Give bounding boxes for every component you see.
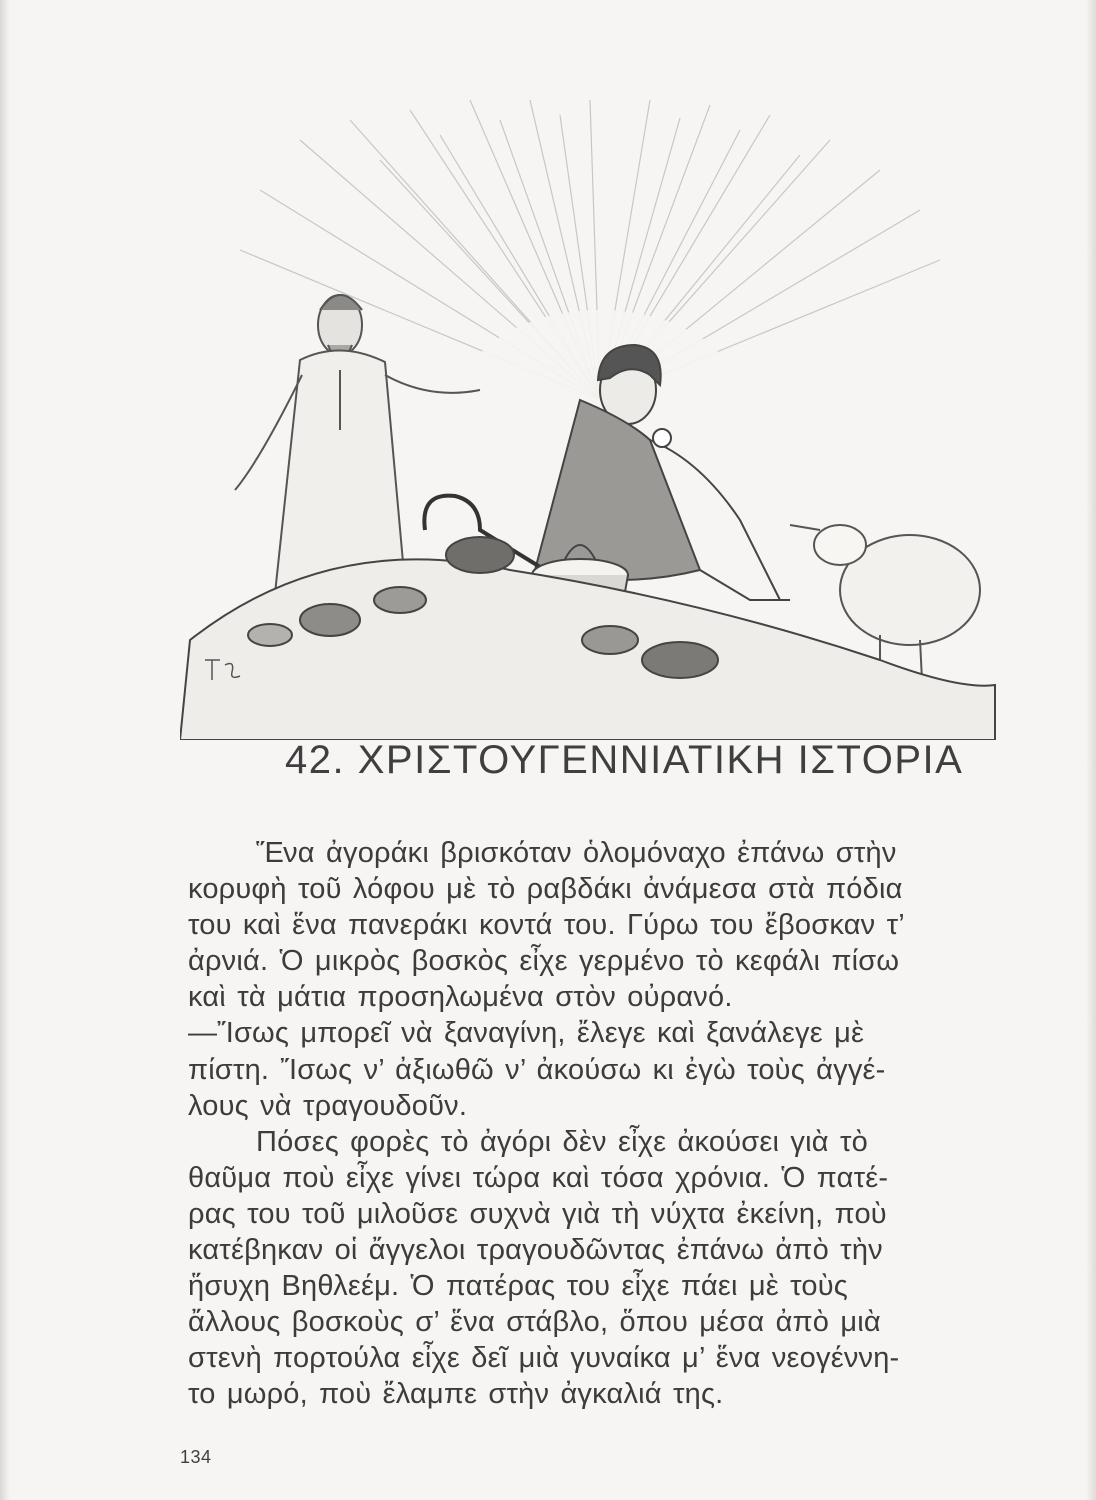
- paragraph-2: [188, 1015, 1048, 1123]
- text-line: πίστη. Ἴσως ν’ ἀξιωθῶ ν’ ἀκούσω κι ἐγὼ τοὺς ἀγγέ-: [188, 1053, 886, 1086]
- text-line: ἥσυχη Βηθλεέμ. Ὁ πατέρας του εἶχε πάει μὲ τοὺς: [188, 1270, 848, 1303]
- text-line: καὶ τὰ μάτια προσηλωμένα στὸν οὐρανό.: [188, 981, 733, 1014]
- text-line: ἄλλους βοσκοὺς σ’ ἕνα στάβλο, ὅπου μέσα ἀπὸ μιὰ: [188, 1306, 881, 1339]
- text-line: το μωρό, ποὺ ἔλαμπε στὴν ἀγκαλιά της.: [188, 1378, 724, 1411]
- body-text: [188, 835, 1048, 1413]
- text-line: κορυφὴ τοῦ λόφου μὲ τὸ ραβδάκι ἀνάμεσα στὰ πόδια: [188, 873, 903, 906]
- text-line: —Ἴσως μπορεῖ νὰ ξαναγίνη, ἔλεγε καὶ ξανάλεγε μὲ: [188, 1017, 865, 1050]
- paragraph-3: [188, 1124, 1048, 1413]
- page-number: 134: [180, 1447, 212, 1467]
- text-line: Πόσες φορὲς τὸ ἀγόρι δὲν εἶχε ἀκούσει γιὰ τὸ: [256, 1125, 868, 1158]
- text-line: του καὶ ἕνα πανεράκι κοντά του. Γύρω του ἔβοσκαν τ’: [188, 909, 905, 942]
- text-line: Ἕνα ἀγοράκι βρισκόταν ὁλομόναχο ἐπάνω στὴν: [256, 837, 897, 869]
- illustration: [180, 100, 1000, 740]
- page-edge-left: [0, 0, 10, 1500]
- text-line: ρας του τοῦ μιλοῦσε συχνὰ γιὰ τὴ νύχτα ἐκείνη, ποὺ: [188, 1197, 887, 1230]
- text-line: λους νὰ τραγουδοῦν.: [188, 1089, 468, 1122]
- text-line: κατέβηκαν οἱ ἄγγελοι τραγουδῶντας ἐπάνω ἀπὸ τὴν: [188, 1234, 883, 1267]
- text-line: στενὴ πορτούλα εἶχε δεῖ μιὰ γυναίκα μ’ ἕνα νεογέννη-: [188, 1342, 900, 1375]
- page-edge-right: [1086, 0, 1096, 1500]
- chapter-title: 42. ΧΡΙΣΤΟΥΓΕΝΝΙΑΤΙΚΗ ΙΣΤΟΡΙΑ: [285, 738, 964, 782]
- paragraph-1: [188, 835, 1048, 1015]
- text-line: θαῦμα ποὺ εἶχε γίνει τώρα καὶ τόσα χρόνια. Ὁ πατέ-: [188, 1161, 889, 1194]
- text-line: ἀρνιά. Ὁ μικρὸς βοσκὸς εἶχε γερμένο τὸ κεφάλι πίσω: [188, 945, 900, 978]
